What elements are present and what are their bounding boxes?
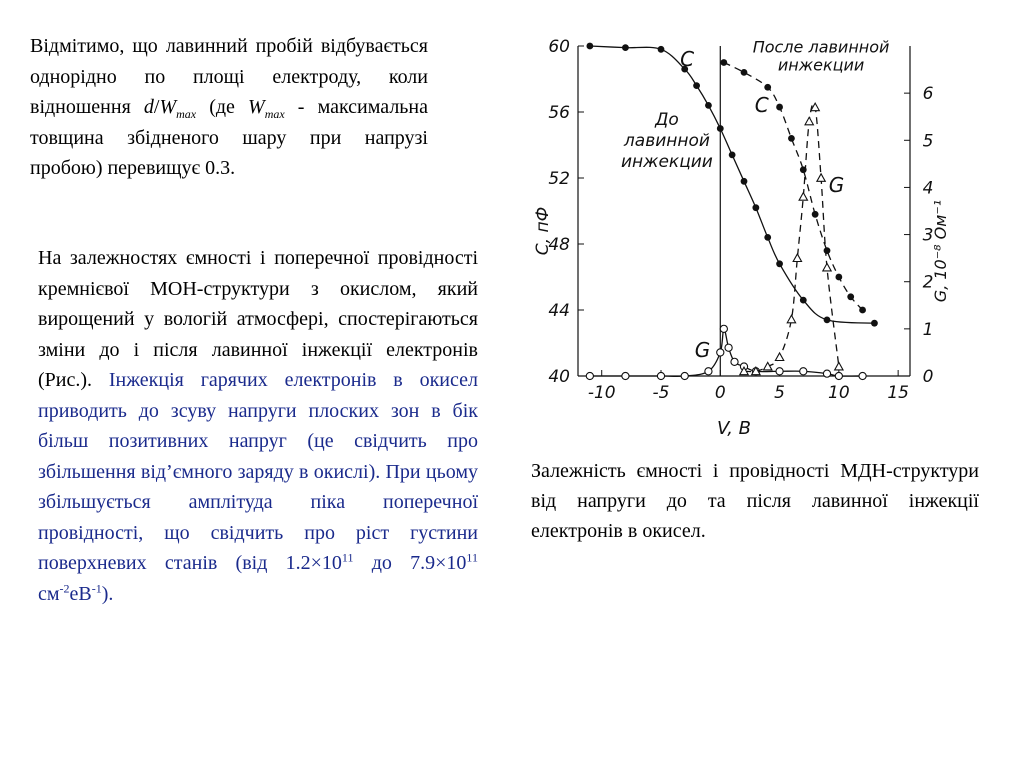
paragraph-capacitance-conductance: На залежностях ємності і поперечної провідності кремнієвої МОН-структури з окислом, який вирощений у вологій атмосфері, спостерігаються зміни до і після лавинної інжекції електронів (Рис.). Інжекція гарячих електронів в окисел приводить до зсуву напруги плоских зон в бік більш позитивних напруг (це свідчить про збільшення від’ємного заряду в окислі). При цьому збільшується амплітуда піка поперечної провідності, що свідчить про ріст густини поверхневих станів (від $1.2\times 10^{11}$ до $7.9\times 10^{11}$ $см^{-2}еВ^{-1}$). [38,247,478,605]
data-point-circle [705,368,712,375]
y-left-tick-label: 52 [548,169,570,189]
data-point-dot [776,260,783,267]
chart-labels [533,38,950,439]
data-point-circle [731,358,738,365]
x-tick-label: 15 [887,383,909,403]
chart-ticks [548,37,933,403]
data-point-dot [705,102,712,109]
data-point-dot [835,274,842,281]
data-point-triangle [775,353,783,361]
x-tick-label: 0 [714,383,726,403]
data-point-circle [586,372,593,379]
annotation-before: лавинной [623,131,710,152]
data-point-dot [586,43,593,50]
y-left-tick-label: 56 [548,103,570,123]
data-point-circle [859,372,866,379]
data-point-circle [800,368,807,375]
y-right-tick-label: 6 [922,84,934,105]
x-tick-label: 5 [774,383,785,403]
y-right-tick-label: 1 [922,319,934,340]
data-point-dot [752,204,759,211]
data-point-dot [622,44,629,51]
annotation-g-after: G [828,173,845,198]
series-3 [740,103,843,375]
y-left-tick-label: 44 [548,301,570,321]
y-left-axis-title: C, пФ [533,206,553,256]
data-point-dot [800,297,807,304]
symbol-w: W [159,96,177,118]
x-tick-label: -5 [652,383,670,403]
data-point-circle [835,372,842,379]
data-point-dot [776,104,783,111]
y-left-tick-label: 60 [548,37,570,57]
annotation-g-before: G [694,338,711,363]
data-point-triangle [835,362,843,370]
y-left-tick-label: 40 [548,367,570,387]
data-point-dot [859,307,866,314]
data-point-triangle [817,174,825,182]
data-point-dot [764,234,771,241]
x-tick-label: 10 [828,383,850,403]
series-line [744,103,839,371]
data-point-dot [824,317,831,324]
data-point-circle [720,325,727,332]
data-point-dot [693,82,700,89]
annotation-after: После лавинной [752,37,890,57]
data-point-triangle [787,315,795,323]
data-point-triangle [823,263,831,271]
data-point-circle [725,344,732,351]
x-axis-title: V, В [716,418,752,439]
chart-axes [578,46,910,376]
y-right-axis-title: G, 10⁻⁸ Ом⁻¹ [931,199,950,303]
data-point-dot [741,178,748,185]
data-point-circle [622,372,629,379]
data-point-circle [717,349,724,356]
data-point-dot [812,211,819,218]
y-right-tick-label: 4 [922,178,934,199]
cv-gv-chart [530,30,950,450]
data-point-dot [788,135,795,142]
data-point-triangle [764,362,772,370]
data-point-dot [764,84,771,91]
data-point-dot [729,152,736,159]
data-point-dot [717,125,724,132]
data-point-circle [776,368,783,375]
data-point-circle [657,372,664,379]
series-2 [586,325,866,379]
annotation-after: инжекции [777,55,865,75]
data-point-dot [847,293,854,300]
y-right-tick-label: 2 [922,272,934,293]
data-point-triangle [799,193,807,201]
y-right-tick-label: 0 [922,367,934,387]
series-line [590,329,863,377]
data-point-dot [741,69,748,76]
figure-caption: Залежність ємності і провідності МДН-структури від напруги до та після лавинної інжекції електронів в окисел. [531,460,979,542]
data-point-dot [824,247,831,254]
annotation-c-before: C [680,46,695,71]
y-right-tick-label: 3 [922,225,934,246]
y-left-tick-label: 48 [548,235,570,255]
paragraph-avalanche-breakdown: Відмітимо, що лавинний пробій відбувається однорідно по площі електроду, коли відношення $d/W_{max}$ (де $W_{max}$ - максимальна товщина збідненого шару при напрузі пробою) перевищує 0.3. [30,35,429,179]
x-tick-label: -10 [587,383,616,403]
data-point-dot [658,46,665,53]
data-point-dot [720,59,727,66]
annotation-before: инжекции [620,152,713,173]
data-point-circle [823,370,830,377]
data-point-circle [681,372,688,379]
chart-series [586,43,878,380]
data-point-triangle [793,254,801,262]
data-point-dot [871,320,878,327]
annotation-before: До [655,110,679,131]
symbol-d: d [143,96,154,118]
data-point-triangle [805,117,813,125]
annotation-c-after: C [754,93,769,117]
y-right-tick-label: 5 [922,131,934,152]
highlighted-text: Інжекція гарячих електронів в окисел приводить до зсуву напруги плоских зон в бік більш позитивних напруг (це свідчить про збільшення від’ємного заряду в окислі). При цьому збільшується амплітуда піка поперечної провідності, що свідчить про ріст густини поверхневих станів (від $1.2\times 10^{11}$ до $7.9\times 10^{11}$ $см^{-2}еВ^{-1}$). [38,369,478,605]
